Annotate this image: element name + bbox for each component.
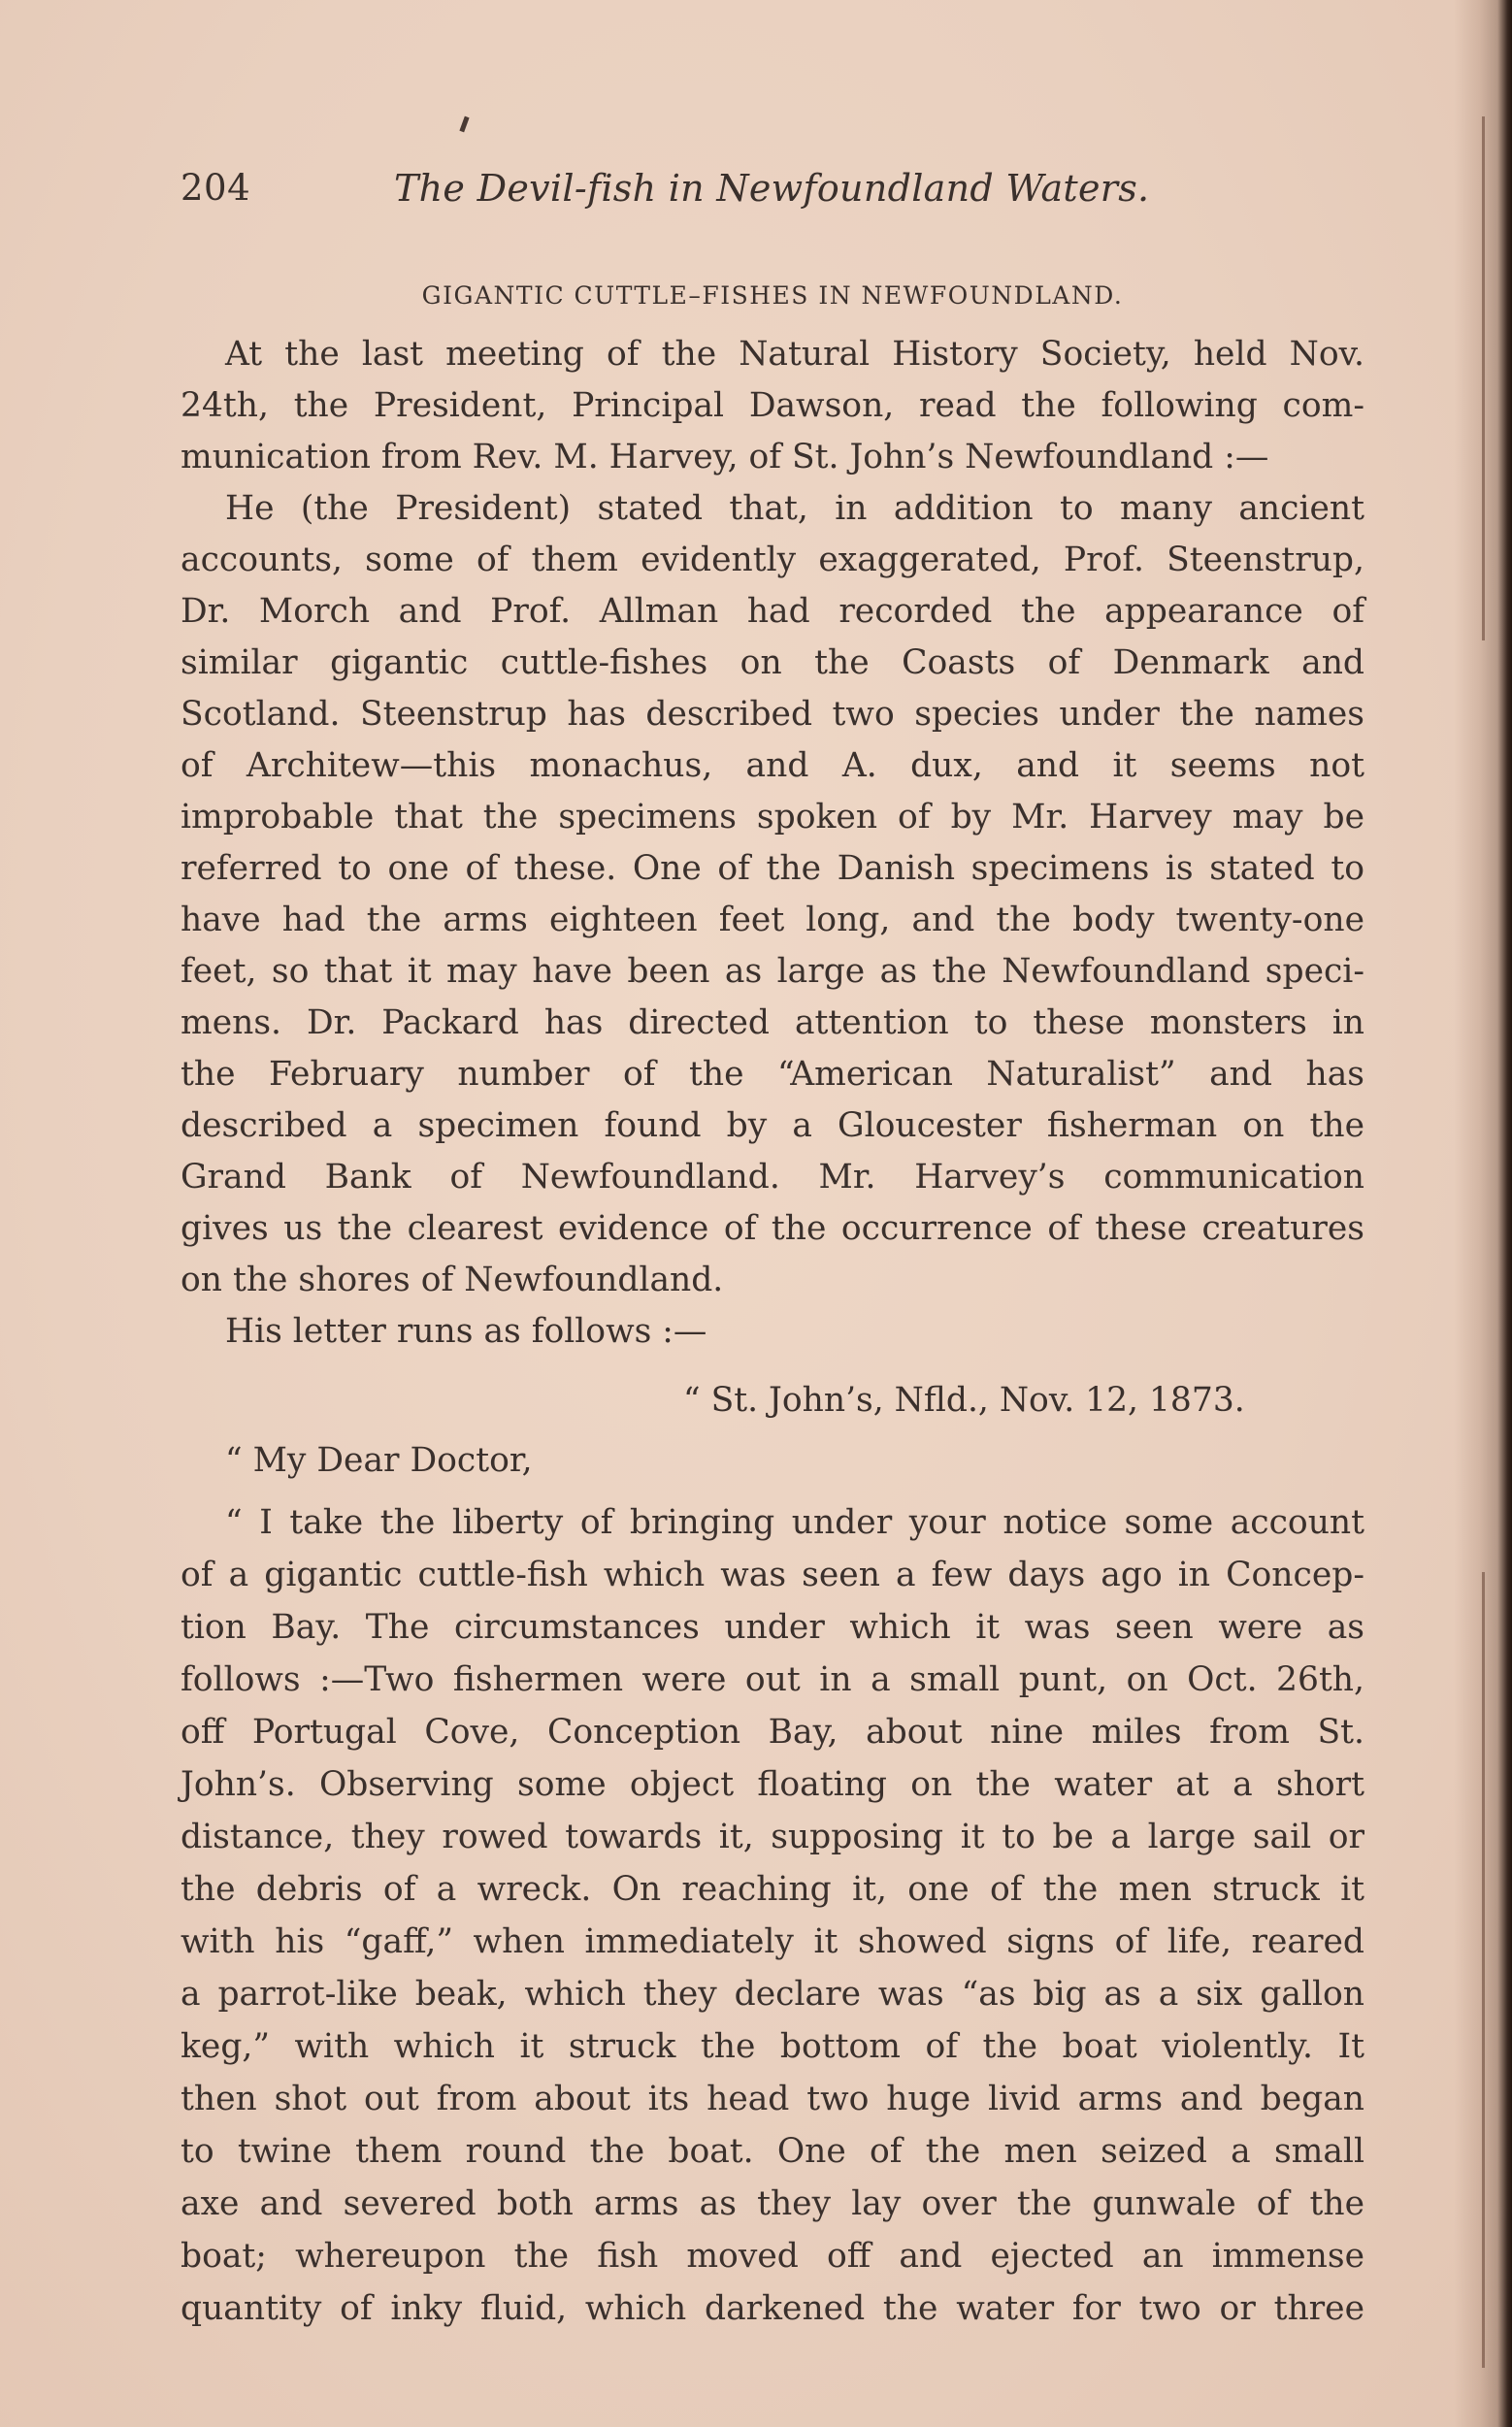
ink-speck — [459, 116, 469, 133]
text-line: munication from Rev. M. Harvey, of St. John’s Newfoundland :— — [181, 438, 1269, 476]
text-line: At the last meeting of the Natural History Society, held Nov. — [225, 335, 1364, 374]
text-line: gives us the clearest evidence of the occurrence of these creatures — [181, 1209, 1364, 1248]
page-edge-line — [1482, 116, 1485, 640]
text-line: similar gigantic cuttle-fishes on the Coasts of Denmark and — [181, 643, 1364, 682]
page-header — [181, 167, 1364, 225]
text-line: referred to one of these. One of the Danish specimens is stated to — [181, 849, 1364, 888]
text-line: of Architew—this monachus, and A. dux, and it seems not — [181, 746, 1364, 785]
letter-line: distance, they rowed towards it, supposing it to be a large sail or — [181, 1818, 1364, 1856]
letter-line: axe and severed both arms as they lay over the gunwale of the — [181, 2184, 1364, 2223]
letter-line: the debris of a wreck. On reaching it, one of the men struck it — [181, 1870, 1364, 1909]
section-title: GIGANTIC CUTTLE–FISHES IN NEWFOUNDLAND. — [421, 281, 1124, 310]
letter-line: of a gigantic cuttle-fish which was seen a few days ago in Concep- — [181, 1556, 1364, 1594]
letter-line: tion Bay. The circumstances under which it was seen were as — [181, 1608, 1364, 1647]
running-title: The Devil-fish in Newfoundland Waters. — [394, 167, 1150, 210]
letter-salutation: “ My Dear Doctor, — [225, 1441, 533, 1480]
letter-line: boat; whereupon the fish moved off and ejected an immense — [181, 2237, 1364, 2276]
letter-dateline: “ St. John’s, Nfld., Nov. 12, 1873. — [683, 1381, 1245, 1420]
text-line: 24th, the President, Principal Dawson, read the following com- — [181, 386, 1364, 425]
letter-line: follows :—Two fishermen were out in a small punt, on Oct. 26th, — [181, 1660, 1364, 1699]
text-line: mens. Dr. Packard has directed attention to these monsters in — [181, 1003, 1364, 1042]
text-line: He (the President) stated that, in addition to many ancient — [225, 489, 1364, 528]
text-line: described a specimen found by a Gloucester fisherman on the — [181, 1106, 1364, 1145]
text-line: feet, so that it may have been as large as the Newfoundland speci- — [181, 952, 1364, 991]
letter-line: to twine them round the boat. One of the men seized a small — [181, 2132, 1364, 2171]
letter-line: quantity of inky fluid, which darkened the water for two or three — [181, 2289, 1364, 2328]
text-line: on the shores of Newfoundland. — [181, 1261, 724, 1299]
text-line: have had the arms eighteen feet long, and the body twenty-one — [181, 901, 1364, 939]
letter-line: a parrot-like beak, which they declare was “as big as a six gallon — [181, 1975, 1364, 2014]
letter-line: off Portugal Cove, Conception Bay, about nine miles from St. — [181, 1713, 1364, 1752]
text-line: accounts, some of them evidently exaggerated, Prof. Steenstrup, — [181, 541, 1364, 579]
letter-line: with his “gaff,” when immediately it showed signs of life, reared — [181, 1922, 1364, 1961]
text-line: His letter runs as follows :— — [225, 1312, 707, 1351]
text-line: Scotland. Steenstrup has described two species under the names — [181, 695, 1364, 734]
text-line: improbable that the specimens spoken of by Mr. Harvey may be — [181, 798, 1364, 836]
text-line: the February number of the “American Naturalist” and has — [181, 1055, 1364, 1094]
text-line: Grand Bank of Newfoundland. Mr. Harvey’s communication — [181, 1158, 1364, 1197]
text-line: Dr. Morch and Prof. Allman had recorded the appearance of — [181, 592, 1364, 631]
letter-line: “ I take the liberty of bringing under your notice some account — [225, 1503, 1364, 1542]
letter-line: John’s. Observing some object floating on the water at a short — [181, 1765, 1364, 1804]
page-edge-line — [1482, 1572, 1485, 2368]
letter-line: then shot out from about its head two huge livid arms and began — [181, 2080, 1364, 2118]
letter-line: keg,” with which it struck the bottom of the boat violently. It — [181, 2027, 1364, 2066]
page-number: 204 — [181, 167, 251, 209]
